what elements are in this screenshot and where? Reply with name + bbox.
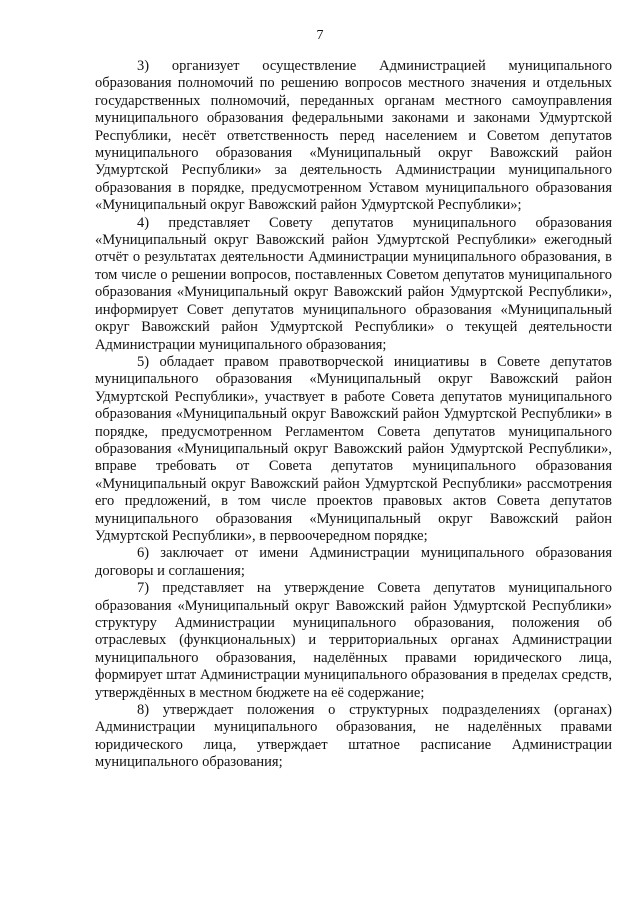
paragraph-item-5: 5) обладает правом правотворческой инициативы в Совете депутатов муниципального образования «Муниципальный округ Вавожский район Удмуртской Республики», участвует в работе Совета депутатов муниципального образования «Муниципальный округ Вавожский район Удмуртской Республики» в порядке, предусмотренном Регламентом Совета депутатов муниципального образования «Муниципальный округ Вавожский район Удмуртской Республики», вправе требовать от Совета депутатов муниципального образования «Муниципальный округ Вавожский район Удмуртской Республики» рассмотрения его предложений, в том числе проектов правовых актов Совета депутатов муниципального образования «Муниципальный округ Вавожский район Удмуртской Республики», в первоочередном порядке; — [95, 353, 612, 544]
paragraph-item-4: 4) представляет Совету депутатов муниципального образования «Муниципальный округ Вавожский район Удмуртской Республики» ежегодный отчёт о результатах деятельности Администрации муниципального образования, в том числе о решении вопросов, поставленных Советом депутатов муниципального образования «Муниципальный округ Вавожский район Удмуртской Республики», информирует Совет депутатов муниципального образования «Муниципальный округ Вавожский район Удмуртской Республики» о текущей деятельности Администрации муниципального образования; — [95, 214, 612, 353]
paragraph-item-7: 7) представляет на утверждение Совета депутатов муниципального образования «Муниципальный округ Вавожский район Удмуртской Республики» структуру Администрации муниципального образования, положения об отраслевых (функциональных) и территориальных органах Администрации муниципального образования, наделённых правами юридического лица, формирует штат Администрации муниципального образования в пределах средств, утверждённых в местном бюджете на её содержание; — [95, 580, 612, 701]
document-body — [95, 58, 612, 772]
paragraph-item-3: 3) организует осуществление Администрацией муниципального образования полномочий по решению вопросов местного значения и отдельных государственных полномочий, переданных органам местного самоуправления муниципального образования федеральными законами и законами Удмуртской Республики, несёт ответственность перед населением и Советом депутатов муниципального образования «Муниципальный округ Вавожский район Удмуртской Республики» за деятельность Администрации муниципального образования в порядке, предусмотренном Уставом муниципального образования «Муниципальный округ Вавожский район Удмуртской Республики»; — [95, 58, 612, 214]
page-number: 7 — [316, 28, 324, 43]
paragraph-item-6: 6) заключает от имени Администрации муниципального образования договоры и соглашения; — [95, 545, 612, 579]
paragraph-item-8: 8) утверждает положения о структурных подразделениях (органах) Администрации муниципального образования, не наделённых правами юридического лица, утверждает штатное расписание Администрации муниципального образования; — [95, 702, 612, 771]
